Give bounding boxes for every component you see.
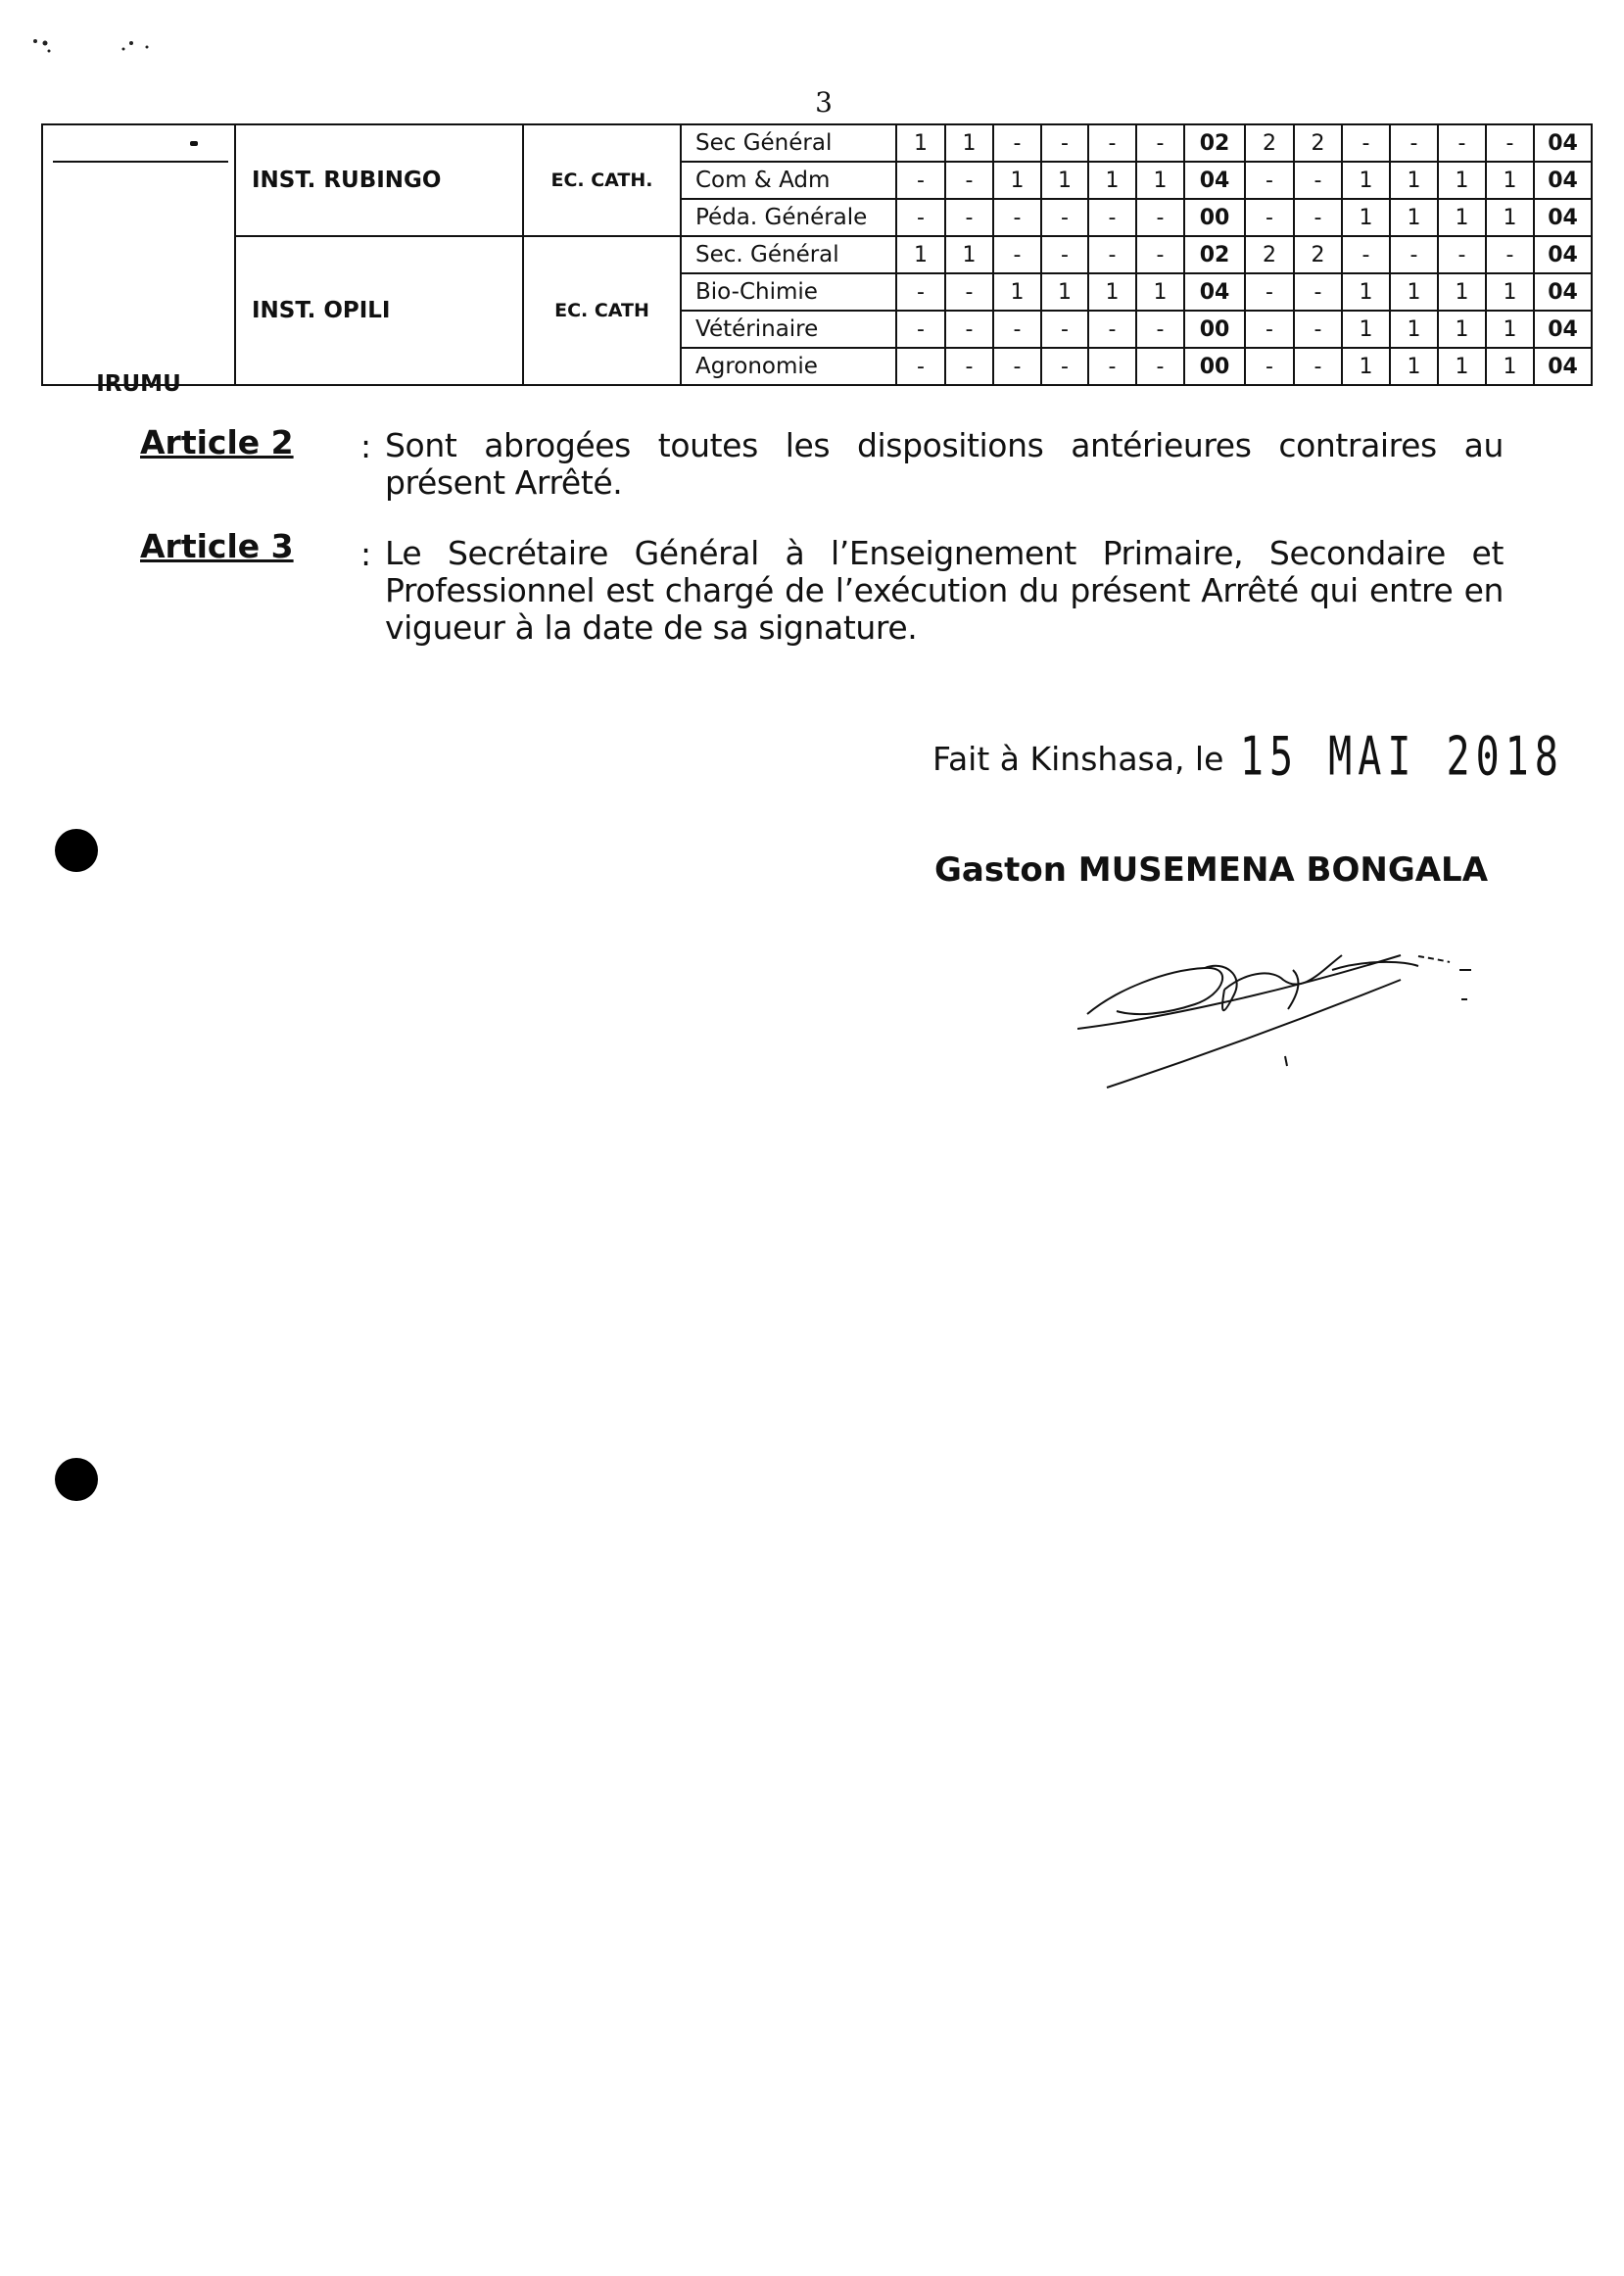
count-cell: -	[993, 348, 1041, 385]
page-number: 3	[815, 86, 833, 119]
count-cell: -	[1245, 162, 1294, 199]
count-cell: 1	[1486, 199, 1534, 236]
count-cell: 1	[1342, 199, 1390, 236]
district-top-rule	[53, 161, 228, 163]
count-cell: 1	[896, 124, 945, 162]
count-cell: 1	[993, 162, 1041, 199]
count-cell: 1	[993, 273, 1041, 311]
count-cell: -	[1136, 199, 1184, 236]
punch-hole	[55, 1458, 98, 1501]
count-cell: -	[1088, 124, 1136, 162]
count-cell: 1	[1390, 348, 1438, 385]
count-cell: 1	[1136, 273, 1184, 311]
subtotal-cell: 00	[1184, 199, 1245, 236]
subtotal-cell: 04	[1184, 162, 1245, 199]
count-cell: -	[896, 273, 945, 311]
count-cell: 1	[1390, 311, 1438, 348]
count-cell: -	[1136, 124, 1184, 162]
count-cell: -	[945, 199, 993, 236]
count-cell: 1	[1088, 273, 1136, 311]
article-label: Article 2	[140, 423, 294, 461]
subtotal-cell: 02	[1184, 124, 1245, 162]
article-label: Article 3	[140, 527, 294, 565]
count-cell: 1	[1390, 162, 1438, 199]
option-cell: Com & Adm	[681, 162, 896, 199]
total-cell: 04	[1534, 273, 1592, 311]
count-cell: -	[1294, 348, 1342, 385]
count-cell: -	[1486, 124, 1534, 162]
count-cell: 1	[1438, 273, 1486, 311]
count-cell: -	[1041, 199, 1088, 236]
count-cell: -	[1294, 199, 1342, 236]
count-cell: -	[993, 199, 1041, 236]
count-cell: 1	[1486, 348, 1534, 385]
count-cell: -	[896, 199, 945, 236]
school-name-cell: INST. RUBINGO	[235, 124, 523, 236]
count-cell: -	[993, 311, 1041, 348]
count-cell: -	[1245, 199, 1294, 236]
table-body	[42, 124, 1592, 397]
count-cell: -	[993, 236, 1041, 273]
count-cell: -	[945, 273, 993, 311]
count-cell: -	[1342, 124, 1390, 162]
count-cell: -	[1041, 311, 1088, 348]
regime-cell: EC. CATH	[523, 236, 681, 385]
count-cell: -	[1041, 348, 1088, 385]
subtotal-cell: 04	[1184, 273, 1245, 311]
option-cell: Sec Général	[681, 124, 896, 162]
count-cell: 1	[1438, 199, 1486, 236]
option-cell: Péda. Générale	[681, 199, 896, 236]
count-cell: 1	[1486, 162, 1534, 199]
place-date	[932, 726, 1564, 789]
count-cell: -	[1136, 236, 1184, 273]
count-cell: 1	[1438, 311, 1486, 348]
count-cell: 2	[1294, 124, 1342, 162]
count-cell: 1	[1342, 311, 1390, 348]
count-cell: 1	[1088, 162, 1136, 199]
count-cell: -	[896, 162, 945, 199]
count-cell: -	[1438, 124, 1486, 162]
count-cell: 1	[1486, 273, 1534, 311]
count-cell: -	[1294, 162, 1342, 199]
count-cell: -	[896, 311, 945, 348]
article-text: Sont abrogées toutes les dispositions antérieures contraires au présent Arrêté.	[385, 426, 1504, 502]
count-cell: -	[1294, 311, 1342, 348]
option-cell: Agronomie	[681, 348, 896, 385]
place-label: Fait à Kinshasa, le	[932, 740, 1224, 778]
count-cell: -	[1245, 311, 1294, 348]
article-text: Le Secrétaire Général à l’Enseignement Primaire, Secondaire et Professionnel est chargé de l’exécution du présent Arrêté qui entre en vigueur à la date de sa signature.	[385, 534, 1504, 647]
count-cell: -	[896, 348, 945, 385]
total-cell: 04	[1534, 162, 1592, 199]
count-cell: -	[1088, 348, 1136, 385]
table-row	[42, 236, 1592, 273]
count-cell: 1	[1390, 199, 1438, 236]
count-cell: -	[1041, 124, 1088, 162]
count-cell: 1	[1342, 162, 1390, 199]
option-cell: Sec. Général	[681, 236, 896, 273]
count-cell: 1	[1438, 348, 1486, 385]
count-cell: 1	[1342, 273, 1390, 311]
count-cell: -	[1088, 199, 1136, 236]
count-cell: -	[1088, 311, 1136, 348]
ink-speck	[190, 141, 198, 146]
date-stamp: 15 MAI 2018	[1239, 726, 1564, 789]
subtotal-cell: 00	[1184, 311, 1245, 348]
handwritten-signature	[1077, 901, 1508, 1097]
subtotal-cell: 02	[1184, 236, 1245, 273]
count-cell: -	[1390, 124, 1438, 162]
total-cell: 04	[1534, 236, 1592, 273]
count-cell: 2	[1294, 236, 1342, 273]
count-cell: -	[1294, 273, 1342, 311]
count-cell: 1	[945, 236, 993, 273]
total-cell: 04	[1534, 199, 1592, 236]
total-cell: 04	[1534, 124, 1592, 162]
count-cell: -	[945, 348, 993, 385]
total-cell: 04	[1534, 311, 1592, 348]
option-cell: Bio-Chimie	[681, 273, 896, 311]
count-cell: 1	[1486, 311, 1534, 348]
count-cell: 1	[945, 124, 993, 162]
total-cell: 04	[1534, 348, 1592, 385]
count-cell: 1	[896, 236, 945, 273]
schools-table	[41, 123, 1593, 397]
count-cell: 1	[1041, 273, 1088, 311]
count-cell: 1	[1390, 273, 1438, 311]
count-cell: 1	[1438, 162, 1486, 199]
district-inner	[43, 113, 234, 371]
school-name-cell: INST. OPILI	[235, 236, 523, 385]
punch-hole	[55, 829, 98, 872]
count-cell: -	[1342, 236, 1390, 273]
count-cell: 2	[1245, 124, 1294, 162]
count-cell: -	[1486, 236, 1534, 273]
count-cell: -	[1438, 236, 1486, 273]
count-cell: -	[1245, 348, 1294, 385]
subtotal-cell: 00	[1184, 348, 1245, 385]
count-cell: -	[1088, 236, 1136, 273]
count-cell: 1	[1041, 162, 1088, 199]
district-cell	[42, 124, 235, 397]
count-cell: 2	[1245, 236, 1294, 273]
count-cell: -	[993, 124, 1041, 162]
count-cell: -	[1136, 311, 1184, 348]
table-row	[42, 124, 1592, 162]
article-colon: :	[360, 427, 372, 465]
count-cell: -	[945, 162, 993, 199]
article-colon: :	[360, 535, 372, 573]
count-cell: -	[1245, 273, 1294, 311]
count-cell: -	[1041, 236, 1088, 273]
signatory-name: Gaston MUSEMENA BONGALA	[934, 850, 1489, 890]
regime-cell: EC. CATH.	[523, 124, 681, 236]
count-cell: -	[1136, 348, 1184, 385]
scan-marks	[29, 27, 167, 67]
count-cell: -	[1390, 236, 1438, 273]
district-name: IRUMU	[96, 371, 181, 397]
count-cell: 1	[1342, 348, 1390, 385]
count-cell: -	[945, 311, 993, 348]
count-cell: 1	[1136, 162, 1184, 199]
option-cell: Vétérinaire	[681, 311, 896, 348]
